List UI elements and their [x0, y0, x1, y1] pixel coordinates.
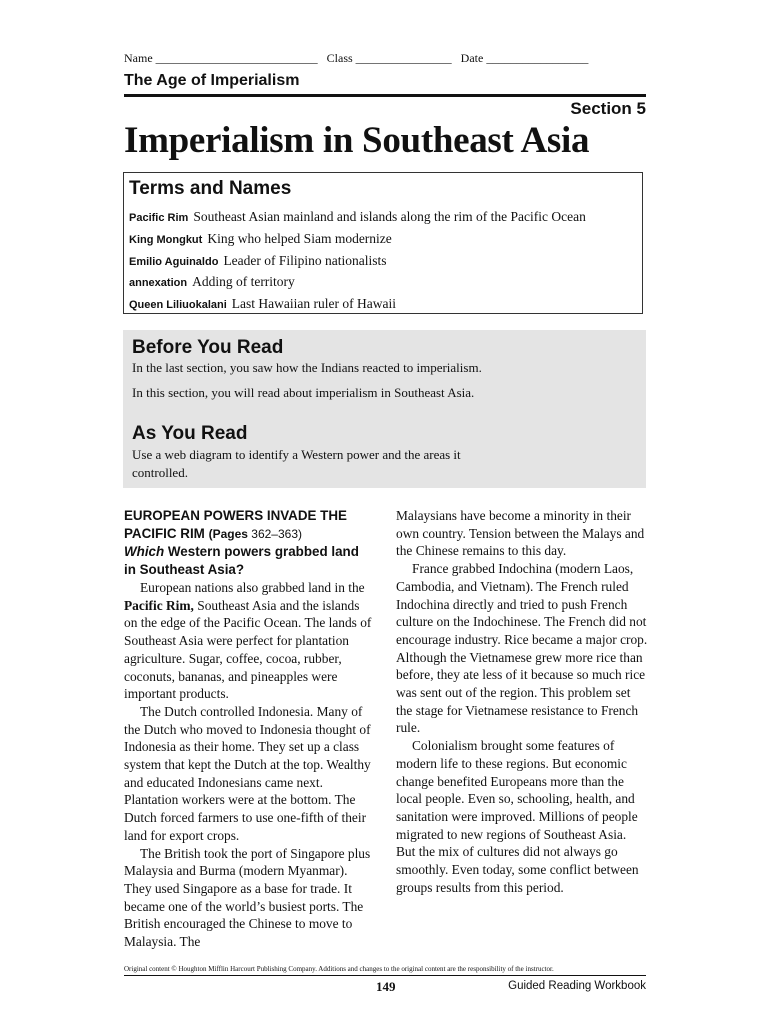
paragraph: The British took the port of Singapore plus Malaysia and Burma (modern Myanmar). They used Singapore as a base for trade. It became one of the world’s busiest ports. The British encouraged the Chinese to move to Malaysia. The [124, 845, 371, 950]
date-label: Date [460, 51, 484, 65]
page-title: Imperialism in Southeast Asia [124, 120, 590, 161]
question-line-2: in Southeast Asia? [124, 562, 245, 577]
term-name: Queen Liliuokalani [129, 299, 227, 311]
copyright-notice: Original content © Houghton Mifflin Harcourt Publishing Company. Additions and changes to the original content are the responsibility of the instructor. [124, 965, 554, 973]
as-you-read-heading: As You Read [132, 423, 248, 444]
term-definition: Leader of Filipino nationalists [223, 253, 387, 268]
pages-range: 362–363) [251, 527, 302, 541]
footer-rule [124, 975, 646, 976]
paragraph [124, 579, 376, 703]
section-heading-line-2: PACIFIC RIM [124, 526, 205, 541]
section-label: Section 5 [570, 99, 646, 118]
name-label: Name [124, 51, 153, 65]
question-text: Western powers grabbed land [167, 544, 359, 559]
section-heading [124, 507, 376, 543]
term-row [129, 296, 396, 312]
unit-title: The Age of Imperialism [124, 72, 300, 89]
as-you-read-text-1: Use a web diagram to identify a Western power and the areas it [132, 447, 461, 462]
term-definition: Adding of territory [192, 274, 295, 289]
term-row [129, 274, 295, 290]
date-line: _________________ [486, 51, 589, 65]
key-term-pacific-rim: Pacific Rim, [124, 597, 194, 613]
terms-and-names-box [123, 172, 643, 314]
before-you-read-text-1: In the last section, you saw how the Indians reacted to imperialism. [132, 360, 482, 375]
term-name: King Mongkut [129, 234, 203, 246]
terms-heading: Terms and Names [129, 178, 292, 199]
before-you-read-text-2: In this section, you will read about imperialism in Southeast Asia. [132, 385, 475, 400]
name-line: ___________________________ [155, 51, 318, 65]
question-which: Which [124, 544, 165, 559]
right-column [396, 507, 648, 896]
name-class-date-header [124, 51, 646, 66]
class-label: Class [326, 51, 353, 65]
pages-reference [209, 527, 302, 541]
guiding-question [124, 543, 376, 579]
page-number: 149 [376, 979, 396, 994]
as-you-read-text-2: controlled. [132, 465, 188, 480]
paragraph: Malaysians have become a minority in their own country. Tension between the Malays and the Chinese remains to this day. [396, 508, 645, 559]
term-name: Pacific Rim [129, 212, 189, 224]
term-definition: Southeast Asian mainland and islands along the rim of the Pacific Ocean [193, 209, 586, 224]
paragraph-rest: Southeast Asia and the islands on the edge of the Pacific Ocean. The lands of Southeast Asia were perfect for plantation agriculture. Sugar, coffee, cocoa, rubber, coconuts, bananas, and pineapples were important products. [124, 597, 372, 702]
workbook-title: Guided Reading Workbook [508, 980, 646, 992]
left-column [124, 507, 376, 951]
pages-label: (Pages [208, 527, 248, 541]
term-name: annexation [129, 277, 188, 289]
before-and-as-you-read-box [123, 330, 646, 488]
paragraph: The Dutch controlled Indonesia. Many of the Dutch who moved to Indonesia thought of Indonesia as their home. They set up a class system that kept the Dutch at the top. Wealthy and educated Indonesians came next. Plantation workers were at the bottom. The Dutch forced farmers to use one-fifth of their land for export crops. [124, 703, 371, 843]
paragraph-start: European nations also grabbed land in the [140, 580, 365, 595]
term-row [129, 253, 387, 269]
class-line: ________________ [355, 51, 452, 65]
term-row [129, 231, 392, 247]
term-definition: Last Hawaiian ruler of Hawaii [231, 296, 396, 311]
header-rule [124, 94, 646, 97]
term-row [129, 209, 586, 225]
term-definition: King who helped Siam modernize [207, 231, 392, 246]
section-heading-line-1: EUROPEAN POWERS INVADE THE [124, 508, 347, 523]
before-you-read-heading: Before You Read [132, 337, 284, 358]
term-name: Emilio Aguinaldo [129, 256, 219, 268]
paragraph: Colonialism brought some features of modern life to these regions. But economic change benefited Europeans more than the local people. Even so, schooling, health, and sanitation were improved. Millions of people migrated to new regions of Southeast Asia. But the mix of cultures did not always go smoothly. Even today, some conflict between groups results from this period. [396, 738, 639, 895]
paragraph: France grabbed Indochina (modern Laos, Cambodia, and Vietnam). The French ruled Indochina directly and tried to push French culture on the Indochinese. The French did not encourage industry. Rice became a major crop. Although the Vietnamese grew more rice than before, they ate less of it because so much rice was sent out of the region. This problem set the stage for Vietnamese resistance to French rule. [396, 561, 648, 736]
